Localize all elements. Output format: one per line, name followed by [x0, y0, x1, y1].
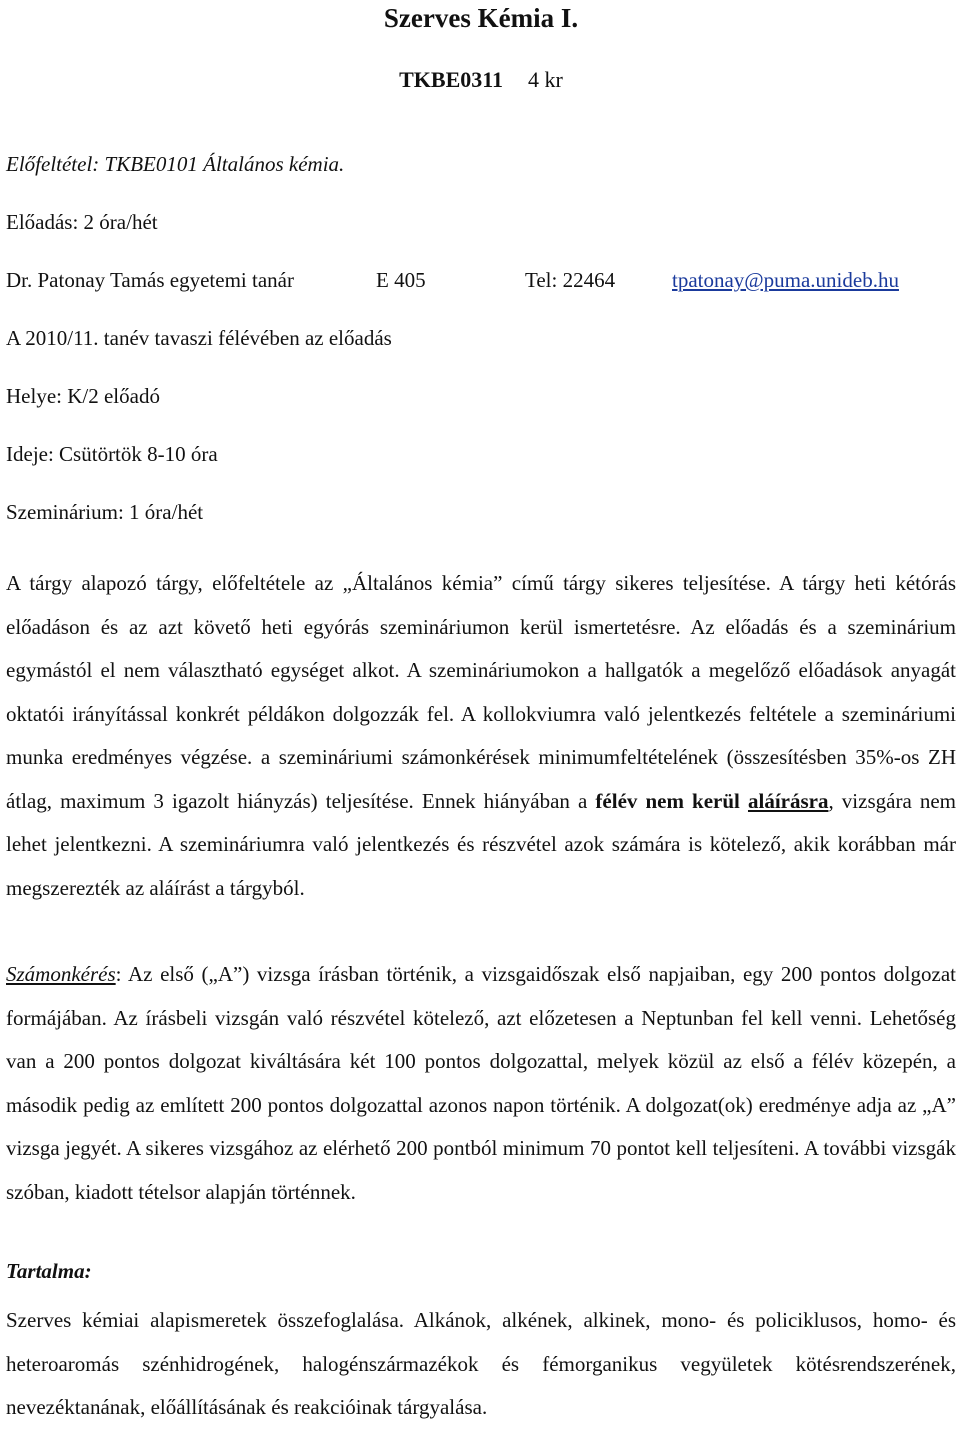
instructor-phone: Tel: 22464 [525, 268, 616, 292]
place-line: Helye: K/2 előadó [6, 384, 160, 408]
document-page [6, 0, 957, 1419]
time-line: Ideje: Csütörtök 8-10 óra [6, 442, 218, 466]
instructor-room: E 405 [376, 268, 426, 292]
semester-line: A 2010/11. tanév tavaszi félévében az előadás [6, 326, 392, 350]
instructor-email-link[interactable]: tpatonay@puma.unideb.hu [672, 268, 899, 292]
seminar-line: Szeminárium: 1 óra/hét [6, 500, 204, 524]
lecture-hours-line: Előadás: 2 óra/hét [6, 210, 158, 234]
exam-paragraph [6, 953, 956, 1214]
contents-heading: Tartalma: [6, 1259, 92, 1283]
course-credits: 4 kr [528, 67, 563, 92]
emphasis-signature-text: aláírásra [747, 788, 829, 813]
emphasis-text: félév nem kerül [595, 788, 748, 813]
exam-label: Számonkérés [6, 962, 116, 986]
description-text-end: , vizsgára nem lehet jelentkezni. A szemináriumra való jelentkezés és részvétel azok számára is kötelező, akik korábban már megszerezték az aláírást a tárgyból. [6, 788, 957, 900]
exam-text: : Az első („A”) vizsga írásban történik, a vizsgaidőszak első napjaiban, egy 200 pontos dolgozat formájában. Az írásbeli vizsgán való részvétel kötelező, azt előzetesen a Neptunban fel kell venni. Lehetőség van a 200 pontos dolgozat kiváltására két 100 pontos dolgozattal, melyek közül az első a félév közepén, a második pedig az említett 200 pontos dolgozattal azonos napon történik. A dolgozat(ok) eredménye adja az „A” vizsga jegyét. A sikeres vizsgához az elérhető 200 pontból minimum 70 pontot kell teljesíteni. A további vizsgák szóban, kiadott tételsor alapján történnek. [6, 962, 956, 1204]
description-text: A tárgy alapozó tárgy, előfeltétele az „Általános kémia” című tárgy sikeres teljesítése. A tárgy heti kétórás előadáson és az azt követő heti egyórás szemináriumon kerül ismertetésre. Az előadás és a szeminárium egymástól el nem választható egységet alkot. A szemináriumokon a hallgatók a megelőző előadások anyagát oktatói irányítással konkrét példákon dolgozzák fel. A kollokviumra való jelentkezés feltétele a szemináriumi munka eredményes végzése. a szemináriumi számonkérések minimumfeltételének (összesítésben 35%-os ZH átlag, maximum 3 igazolt hiányzás) teljesítése. Ennek hiányában a [6, 571, 956, 813]
course-line [6, 64, 956, 96]
course-code: TKBE0311 [399, 67, 504, 92]
description-paragraph [6, 562, 956, 910]
contents-paragraph: Szerves kémiai alapismeretek összefoglalása. Alkánok, alkének, alkinek, mono- és policiklusos, homo- és heteroaromás szénhidrogének, halogénszármazékok és fémorganikus vegyületek kötésrendszerének, nevezéktanának, előállításának és reakcióinak tárgyalása. [6, 1308, 956, 1419]
prerequisite-line: Előfeltétel: TKBE0101 Általános kémia. [6, 152, 345, 176]
instructor-name: Dr. Patonay Tamás egyetemi tanár [6, 268, 294, 292]
document-title: Szerves Kémia I. [383, 3, 579, 33]
